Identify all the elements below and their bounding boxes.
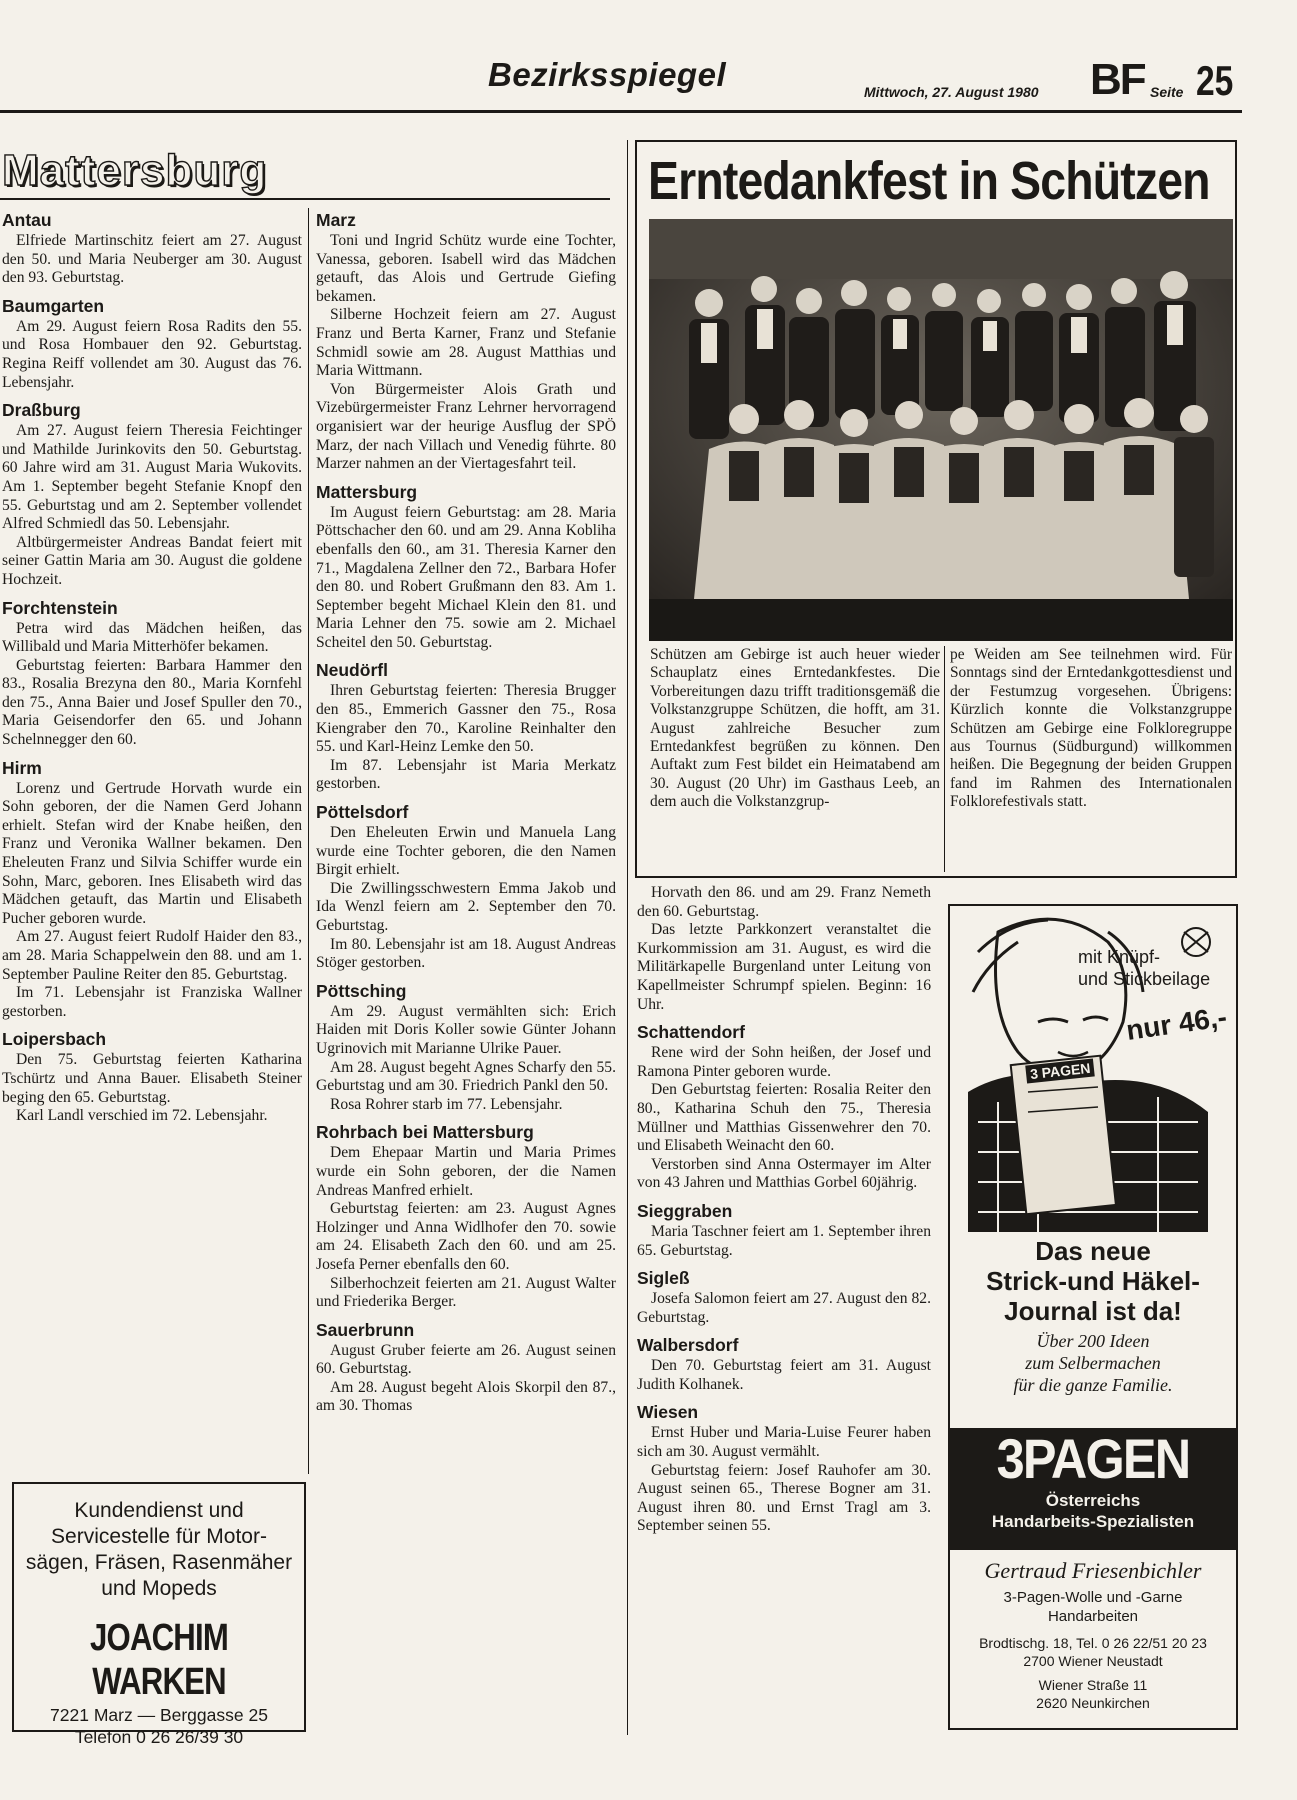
news-paragraph: Den 75. Geburtstag feierten Katharina Tschürtz und Anna Bauer. Elisabeth Steiner beging den 65. Geburtstag. <box>2 1051 302 1106</box>
news-paragraph: Karl Landl verschied im 72. Lebensjahr. <box>16 1107 268 1125</box>
news-paragraph: Am 29. August vermählten sich: Erich Haiden mit Doris Koller sowie Günter Johann Ugrinovich mit Marianne Ulrike Pauer. <box>316 1002 616 1057</box>
ad-phone: Telefon 0 26 26/39 30 <box>74 1727 244 1747</box>
news-paragraph: Rosa Rohrer starb im 77. Lebensjahr. <box>330 1095 563 1113</box>
news-paragraph: Horvath den 86. und am 29. Franz Nemeth den 60. Geburtstag. <box>637 884 931 920</box>
news-paragraph: Petra wird das Mädchen heißen, das Willibald und Maria Mitterhöfer bekamen. <box>2 619 302 656</box>
ad-brand-name: 3PAGEN <box>996 1427 1190 1490</box>
ad-line: und Mopeds <box>101 1577 217 1600</box>
place-heading: Neudörfl <box>316 660 388 681</box>
news-paragraph: Den Geburtstag feierten: Rosalia Reiter den 80., Katharina Schuh den 75., Theresia Müllner und Matthias Gissenwehrer den 70. und Elisabeth Weinacht den 60. <box>637 1081 931 1155</box>
ad-shop-name: Gertraud Friesenbichler <box>984 1558 1202 1583</box>
ad-shop-line: 3-Pagen-Wolle und -Garne <box>1003 1589 1183 1606</box>
news-paragraph: Am 28. August begeht Alois Skorpil den 87., am 30. Thomas <box>316 1378 616 1415</box>
news-paragraph: Am 27. August feiert Rudolf Haider den 83., am 28. Maria Schappelwein den 88. und am 1. September Pauline Reiter den 85. Geburtstag. <box>2 928 302 983</box>
place-heading: Loipersbach <box>2 1029 107 1050</box>
news-paragraph: Die Zwillingsschwestern Emma Jakob und Ida Wenzl feiern am 2. September den 70. Geburtstag. <box>316 879 616 934</box>
feature-divider <box>944 646 945 872</box>
news-paragraph: Am 29. August feiern Rosa Radits den 55. und Rosa Hombauer den 92. Geburtstag. Regina Reiff vollendet am 30. August das 76. Lebensjahr. <box>2 317 302 391</box>
ad-magazine-label: 3 PAGEN <box>1025 1058 1095 1083</box>
news-paragraph: Das letzte Parkkonzert veranstaltet die Kurkommission am 31. August, es wird die Militärkapelle Burgenland unter Leitung von Kapellmeister Schrumpf spielen. Beginn: 16 Uhr. <box>637 921 931 1013</box>
news-paragraph: August Gruber feierte am 26. August seinen 60. Geburtstag. <box>316 1341 616 1378</box>
ad-address-line: Brodtischg. 18, Tel. 0 26 22/51 20 23 <box>979 1635 1207 1651</box>
ad-line: sägen, Fräsen, Rasenmäher <box>25 1551 293 1574</box>
ad-company-name: JOACHIM WARKEN <box>90 1617 228 1703</box>
ad-line: Servicestelle für Motor- <box>51 1525 267 1548</box>
news-paragraph: Verstorben sind Anna Ostermayer im Alter von 43 Jahren und Matthias Gorbel 60jährig. <box>637 1155 931 1192</box>
place-heading: Schattendorf <box>637 1022 745 1043</box>
ad-badge-line: und Stickbeilage <box>1078 969 1211 989</box>
column-divider <box>627 140 628 1735</box>
ad-price: nur 46,- <box>1124 1001 1229 1046</box>
news-paragraph: Altbürgermeister Andreas Bandat feiert mit seiner Gattin Maria am 30. August die goldene Hochzeit. <box>2 533 302 588</box>
region-title: Mattersburg <box>2 146 268 195</box>
news-paragraph: Geburtstag feierten: Barbara Hammer den 83., Rosalia Brezyna den 80., Maria Kornfehl den 75., Anna Baier und Josef Spuller den 70., Maria Geisendorfer den 65. und Johann Schelnnegger den 60. <box>2 656 302 749</box>
place-heading: Mattersburg <box>316 481 418 502</box>
news-paragraph: Den 70. Geburtstag feiert am 31. August Judith Kolhanek. <box>637 1357 931 1393</box>
place-heading: Wiesen <box>637 1402 699 1423</box>
place-heading: Forchtenstein <box>2 597 118 618</box>
issue-date: Mittwoch, 27. August 1980 <box>864 84 1039 100</box>
news-paragraph: Im 71. Lebensjahr ist Franziska Wallner gestorben. <box>2 984 302 1020</box>
ad-badge <box>1078 946 1210 990</box>
news-paragraph: Im 80. Lebensjahr ist am 18. August Andreas Stöger gestorben. <box>316 935 616 972</box>
news-column-2 <box>316 210 616 1416</box>
place-heading: Sigleß <box>637 1268 690 1289</box>
paper-logo: BF <box>1090 55 1145 104</box>
ad-headline-line: Journal ist da! <box>1004 1296 1182 1326</box>
ad-brand-sub: Österreichs <box>1045 1491 1141 1510</box>
ad-subline-line: zum Selbermachen <box>1025 1353 1161 1373</box>
news-paragraph: Ihren Geburtstag feierten: Theresia Brugger den 85., Emmerich Gassner den 75., Rosa Kiengraber den 70., Karoline Reinhalter den 55. und Karl-Heinz Lemke den 50. <box>316 682 616 756</box>
news-paragraph: Am 28. August begeht Agnes Scharfy den 55. Geburtstag und am 30. Friedrich Pankl den 50. <box>316 1058 616 1095</box>
place-heading: Pöttelsdorf <box>316 802 409 823</box>
news-paragraph: Geburtstag feierten: am 23. August Agnes Holzinger und Anna Widlhofer den 70. sowie am 24. Elisabeth Zach den 60. und am 25. Josefa Perner ebenfalls den 60. <box>316 1200 616 1273</box>
news-column-3 <box>637 884 931 1536</box>
place-heading: Rohrbach bei Mattersburg <box>316 1122 534 1143</box>
place-heading: Sieggraben <box>637 1200 733 1221</box>
ad-headline-line: Strick-und Häkel- <box>986 1266 1200 1296</box>
news-paragraph: Lorenz und Gertrude Horvath wurde ein Sohn geboren, der die Namen Gerd Johann erhielt. Stefan wird der Knabe heißen, den Franz und Veronika Wallner bekamen. Den Eheleuten Franz und Silvia Schiffer wurde ein Sohn, Marc, geboren. Ines Elisabeth wird das Mädchen getauft, das Martin und Elisabeth Pucher geboren wurde. <box>2 779 302 927</box>
ad-address-line: 2620 Neunkirchen <box>1036 1695 1150 1711</box>
ad-brand-sub: Handarbeits-Spezialisten <box>991 1512 1195 1531</box>
column-divider <box>308 208 309 1474</box>
ad-3pagen <box>948 904 1238 1730</box>
news-column-1 <box>2 210 302 1126</box>
news-paragraph: Am 27. August feiern Theresia Feichtinger und Mathilde Jurinkovits den 50. Geburtstag. 60 Jahre wird am 31. August Maria Wukovits. Am 1. September begeht Stefanie Knopf den 55. Geburtstag und am 2. September vollendet Alfred Schmiedl das 50. Lebensjahr. <box>2 422 302 533</box>
place-heading: Antau <box>2 210 52 230</box>
news-paragraph: Ernst Huber und Maria-Luise Feurer haben sich am 30. August vermählt. <box>637 1424 931 1461</box>
ad-badge-line: mit Knüpf- <box>1078 947 1161 967</box>
ad-address-line: Wiener Straße 11 <box>1038 1677 1148 1693</box>
news-paragraph: Rene wird der Sohn heißen, der Josef und Ramona Pinter geboren wurde. <box>637 1044 931 1080</box>
news-paragraph: Von Bürgermeister Alois Grath und Vizebürgermeister Franz Lehrner hervorragend organisiert war der heurige Ausflug der SPÖ Marz, der nach Villach und Venedig führte. 80 Marzer nahmen an der Viertagesfahrt teil. <box>316 380 616 473</box>
news-paragraph: Maria Taschner feiert am 1. September ihren 65. Geburtstag. <box>637 1222 931 1259</box>
place-heading: Marz <box>316 210 356 230</box>
ad-subline <box>950 1330 1236 1396</box>
page-number: 25 <box>1196 57 1234 104</box>
ad-brand-block <box>950 1428 1236 1550</box>
news-paragraph: Den Eheleuten Erwin und Manuela Lang wurde eine Tochter geboren, die den Namen Birgit erhielt. <box>316 824 616 879</box>
ad-subline-line: für die ganze Familie. <box>1013 1375 1173 1395</box>
place-heading: Hirm <box>2 757 42 778</box>
news-paragraph: Toni und Ingrid Schütz wurde eine Tochter, Vanessa, geboren. Isabell wird das Mädchen getauft, das Alois und Gertrude Giefing bekamen. <box>316 232 616 305</box>
feature-text-left: Schützen am Gebirge ist auch heuer wieder Schauplatz eines Erntedankfestes. Die Vorbereitungen dazu trifft traditionsgemäß die Volkstanzgruppe Schützen, die hofft, am 31. August zahlreiche Besucher zum Erntedankfest begrüßen zu können. Den Auftakt zum Fest bildet ein Heimatabend am 30. August (20 Uhr) im Gasthaus Leeb, an dem auch die Volkstanzgrup- <box>650 646 940 811</box>
title-rule <box>0 198 610 200</box>
place-heading: Baumgarten <box>2 295 105 316</box>
ad-line: Kundendienst und <box>74 1499 244 1522</box>
news-paragraph: Silberne Hochzeit feiern am 27. August Franz und Berta Karner, Franz und Stefanie Schmidl sowie am 28. August Matthias und Maria Wittmann. <box>316 306 616 380</box>
place-heading: Walbersdorf <box>637 1335 739 1356</box>
ad-address: 7221 Marz — Berggasse 25 <box>50 1705 268 1725</box>
ad-headline-line: Das neue <box>1035 1236 1151 1266</box>
page-label: Seite <box>1150 84 1184 100</box>
ad-headline <box>950 1236 1236 1326</box>
feature-headline: Erntedankfest in Schützen <box>648 151 1210 211</box>
ad-joachim-warken <box>12 1482 306 1747</box>
section-title: Bezirksspiegel <box>488 56 727 93</box>
header-rule <box>0 110 1242 113</box>
news-paragraph: Im August feiern Geburtstag: am 28. Maria Pöttschacher den 60. und am 29. Anna Kobliha ebenfalls den 60., am 31. Theresia Karner den 71., Magdalena Zellner den 72., Barbara Hofer den 80. und Robert Grußmann den 83. Am 1. September begeht Michael Klein den 81. und Maria Lehner den 75. sowie am 2. Michael Scheitel den 50. Geburtstag. <box>316 503 616 651</box>
news-paragraph: Im 87. Lebensjahr ist Maria Merkatz gestorben. <box>316 756 616 793</box>
ad-address-line: 2700 Wiener Neustadt <box>1023 1653 1163 1669</box>
news-paragraph: Silberhochzeit feierten am 21. August Walter und Friederika Berger. <box>316 1274 616 1311</box>
ad-shop <box>950 1558 1236 1712</box>
place-heading: Pöttsching <box>316 980 407 1001</box>
group-photo <box>649 219 1233 641</box>
feature-text-right: pe Weiden am See teilnehmen wird. Für Sonntags sind der Erntedankgottesdienst und der Festumzug vorgesehen. Übrigens: Kürzlich konnte die Volkstanzgruppe Schützen am Gebirge eine Folkloregruppe aus Tournus (Südburgund) willkommen heißen. Die Begegnung der beiden Gruppen fand im Rahmen des Internationalen Folklorefestivals statt. <box>950 646 1232 811</box>
news-paragraph: Elfriede Martinschitz feiert am 27. August den 50. und Maria Neuberger am 30. August den 93. Geburtstag. <box>2 232 302 287</box>
ad-shop-line: Handarbeiten <box>1047 1608 1139 1625</box>
photo-folk-dance-group <box>649 219 1233 641</box>
ad-subline-line: Über 200 Ideen <box>1036 1331 1150 1351</box>
place-heading: Draßburg <box>2 400 81 421</box>
place-heading: Sauerbrunn <box>316 1319 415 1340</box>
news-paragraph: Geburtstag feiern: Josef Rauhofer am 30. August seinen 65., Therese Bogner am 31. August ihren 80. und Ernst Tragl am 3. September seinen 55. <box>637 1461 931 1535</box>
news-paragraph: Josefa Salomon feiert am 27. August den 82. Geburtstag. <box>637 1290 931 1326</box>
news-paragraph: Dem Ehepaar Martin und Maria Primes wurde ein Sohn geboren, der die Namen Andreas Manfred erhielt. <box>316 1144 616 1199</box>
